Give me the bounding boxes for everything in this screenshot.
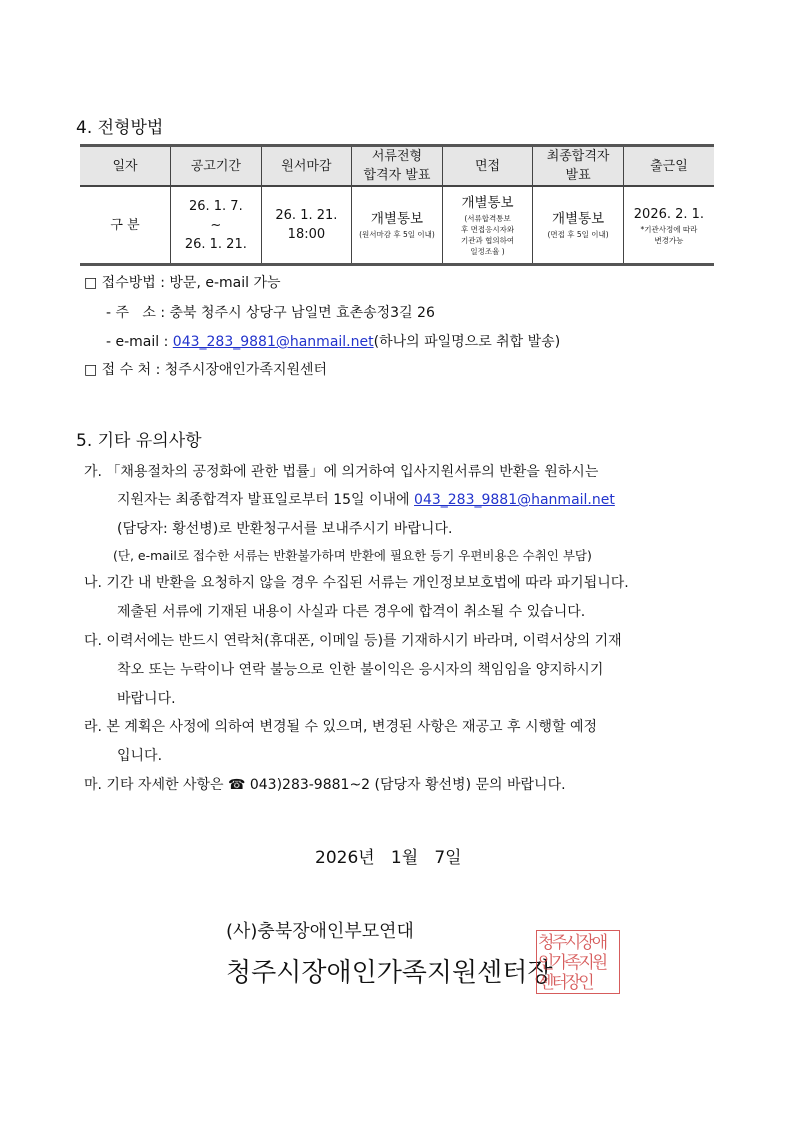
note-ra: 라. 본 계획은 사정에 의하여 변경될 수 있으며, 변경된 사항은 재공고 후 시행할 예정: [84, 719, 598, 735]
period-end: 26. 1. 21.: [184, 236, 247, 252]
start-cell: [623, 186, 714, 265]
deadline-date: 26. 1. 21.: [275, 208, 338, 223]
period-start: 26. 1. 7.: [188, 198, 243, 214]
period-cell: [171, 186, 262, 265]
section-5-title: 5. 기타 유의사항: [76, 431, 202, 451]
deadline-time: 18:00: [287, 227, 326, 242]
selection-schedule-table: [80, 144, 714, 266]
center-name: 청주시장애인가족지원센터장: [226, 958, 553, 988]
address-text: - 주 소 : 충북 청주시 상당구 남일면 효촌송정3길 26: [106, 305, 435, 321]
note-da: 다. 이력서에는 반드시 연락처(휴대폰, 이메일 등)를 기재하시기 바라며, 이력서상의 기재: [84, 633, 622, 649]
header-cell: 공고기간: [171, 146, 262, 187]
note-text: 지원자는 최종합격자 발표일로부터 15일 이내에: [117, 492, 415, 508]
note-da-2: 착오 또는 누락이나 연락 불능으로 인한 불이익은 응시자의 책임임을 양지하시기: [117, 662, 604, 678]
document-date: 2026년 1월 7일: [315, 848, 462, 868]
header-cell: 최종합격자 발표: [533, 146, 624, 187]
official-seal: 청주시장애인가족지원센터장인: [536, 930, 620, 994]
email-note: (하나의 파일명으로 취합 발송): [373, 334, 561, 350]
period-sep: ~: [210, 217, 222, 233]
header-cell: 출근일: [623, 146, 714, 187]
note-ma: 마. 기타 자세한 사항은 ☎ 043)283-9881~2 (담당자 황선병) 문의 바랍니다.: [84, 777, 566, 793]
note-da-3: 바랍니다.: [117, 691, 176, 707]
row-label: 구 분: [80, 186, 171, 265]
email-link[interactable]: 043_283_9881@hanmail.net: [172, 334, 374, 350]
interview-note: 일정조율 ): [470, 246, 505, 256]
final-cell: [533, 186, 624, 265]
header-cell: 일자: [80, 146, 171, 187]
final-result: 개별통보: [552, 211, 605, 227]
note-ga: 가. 「채용절차의 공정화에 관한 법률」에 의거하여 입사지원서류의 반환을 원하시는: [84, 464, 599, 480]
header-cell: 면접: [442, 146, 533, 187]
start-note: 변경가능: [654, 235, 684, 245]
method-text: □ 접수방법 : 방문, e-mail 가능: [84, 275, 281, 291]
interview: 개별통보: [461, 194, 514, 211]
interview-cell: [442, 186, 533, 265]
interview-note: 기관과 협의하여: [460, 235, 515, 245]
email-link[interactable]: 043_283_9881@hanmail.net: [414, 492, 615, 508]
final-note: (면접 후 5일 이내): [547, 230, 609, 239]
start-date: 2026. 2. 1.: [633, 206, 705, 222]
doc-result: 개별통보: [370, 211, 424, 227]
place-text: □ 접 수 처 : 청주시장애인가족지원센터: [84, 362, 328, 378]
note-ra-2: 입니다.: [117, 748, 163, 764]
note-na-2: 제출된 서류에 기재된 내용이 사실과 다른 경우에 합격이 취소될 수 있습니다.: [117, 604, 586, 620]
interview-note: (서류합격통보: [464, 213, 511, 223]
note-ga-4: (단, e-mail로 접수한 서류는 반환불가하며 반환에 필요한 등기 우편비용은 수취인 부담): [113, 548, 592, 563]
email-line: [106, 331, 560, 351]
doc-result-cell: [352, 186, 443, 265]
email-label: - e-mail :: [106, 334, 173, 350]
organization-name: (사)충북장애인부모연대: [226, 921, 414, 942]
start-note: *기관사정에 따라: [640, 224, 698, 234]
interview-note: 후 면접응시자와: [460, 224, 515, 234]
deadline-cell: [261, 186, 352, 265]
section-4-title: 4. 전형방법: [76, 118, 164, 138]
note-ga-3: (담당자: 황선병)로 반환청구서를 보내주시기 바랍니다.: [117, 521, 453, 537]
note-ga-2: [117, 489, 615, 509]
header-cell: 서류전형 합격자 발표: [352, 146, 443, 187]
doc-result-note: (원서마감 후 5일 이내): [359, 230, 435, 239]
note-na: 나. 기간 내 반환을 요청하지 않을 경우 수집된 서류는 개인정보보호법에 따라 파기됩니다.: [84, 575, 629, 591]
header-cell: 원서마감: [261, 146, 352, 187]
